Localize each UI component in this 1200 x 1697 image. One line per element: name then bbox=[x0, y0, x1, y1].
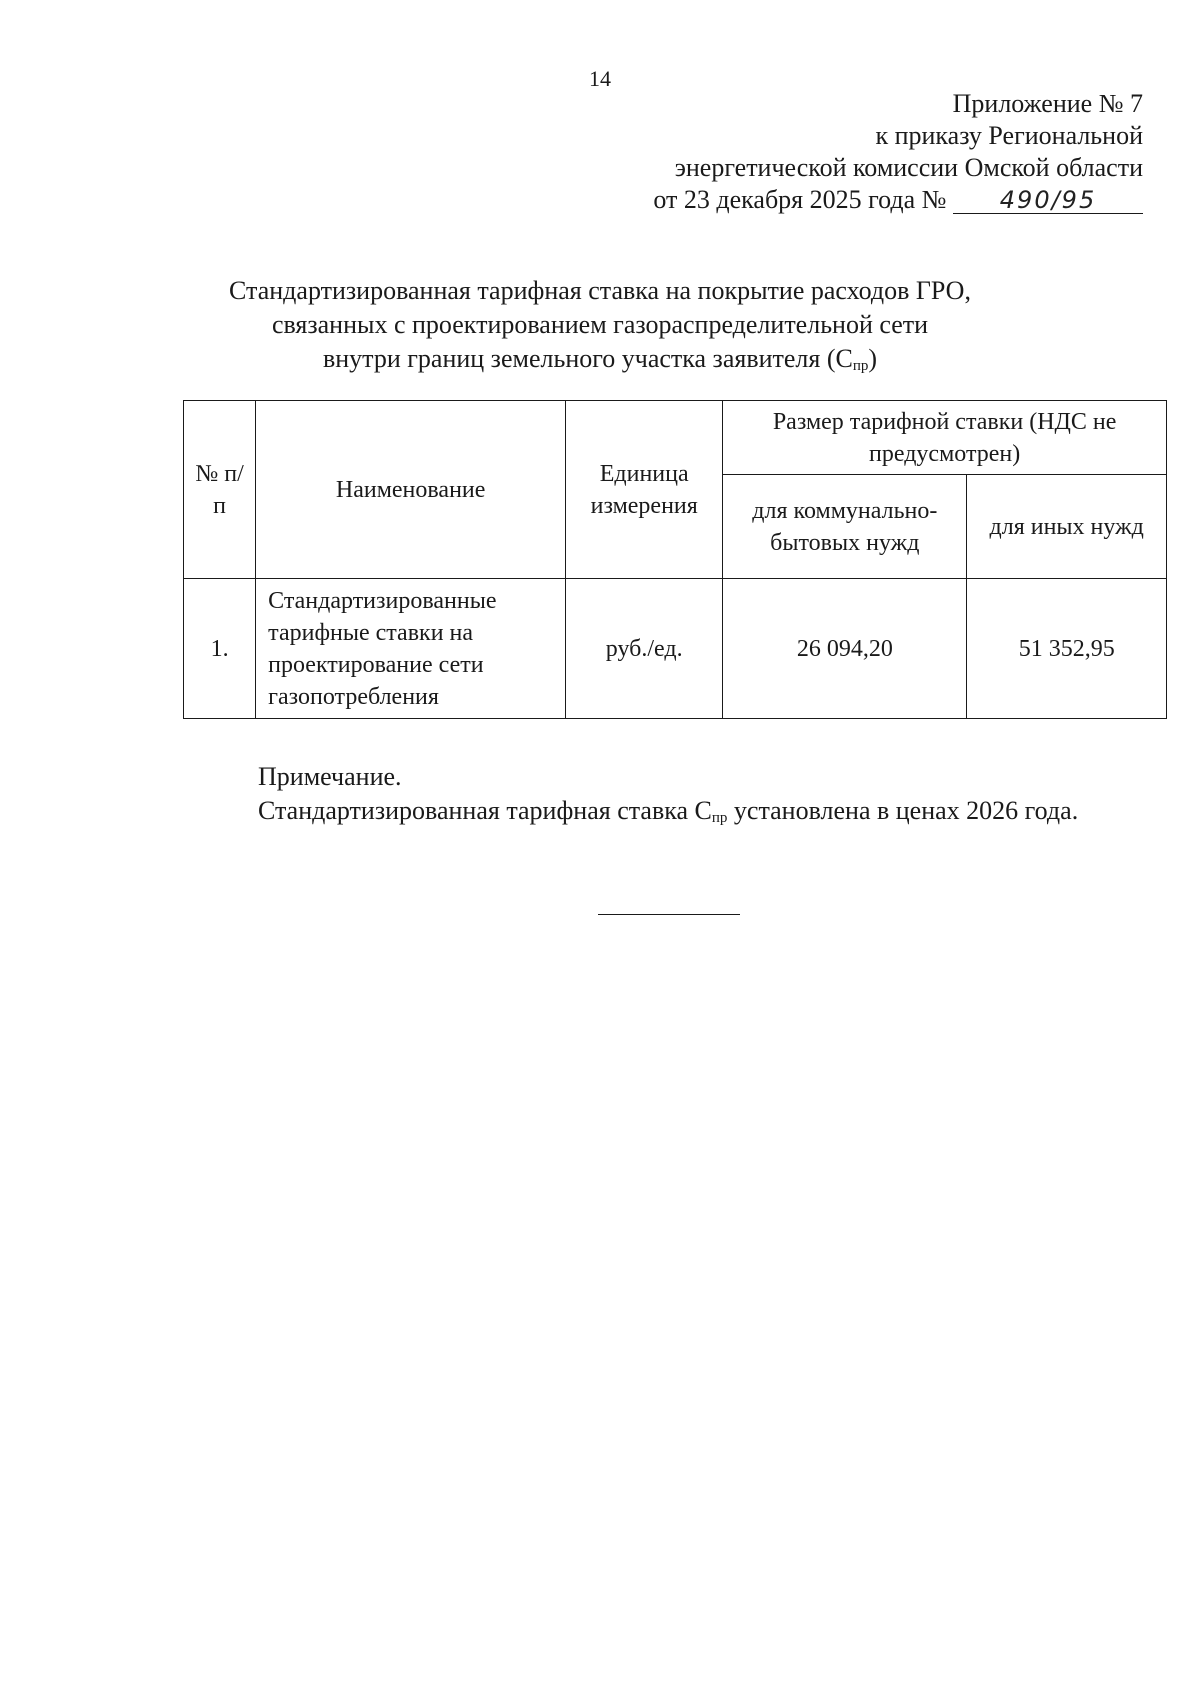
end-divider bbox=[598, 914, 740, 915]
note-section bbox=[186, 760, 1134, 835]
appendix-date-line bbox=[653, 184, 1143, 216]
header-name: Наименование bbox=[256, 401, 566, 579]
title-line-3 bbox=[0, 342, 1200, 383]
note-title: Примечание. bbox=[258, 762, 402, 791]
tariff-table bbox=[183, 400, 1167, 719]
cell-name: Стандартизированные тарифные ставки на проектирование сети газопотребления bbox=[256, 579, 566, 719]
header-rate-group: Размер тарифной ставки (НДС не предусмотрен) bbox=[723, 401, 1167, 475]
cell-communal-rate: 26 094,20 bbox=[723, 579, 967, 719]
appendix-title: Приложение № 7 bbox=[952, 89, 1143, 118]
title-line-3-end: ) bbox=[868, 344, 878, 373]
page-number: 14 bbox=[589, 66, 611, 91]
cell-no: 1. bbox=[184, 579, 256, 719]
appendix-header bbox=[653, 88, 1143, 216]
appendix-order-ref: к приказу Региональной bbox=[875, 121, 1143, 150]
title-line-2: связанных с проектированием газораспределительной сети bbox=[271, 310, 929, 339]
title-line-3-main: внутри границ земельного участка заявителя (С bbox=[322, 344, 853, 373]
note-text-main: Стандартизированная тарифная ставка С bbox=[258, 796, 712, 825]
header-communal: для коммунально-бытовых нужд bbox=[723, 475, 967, 579]
document-title bbox=[0, 274, 1200, 383]
order-number-handwritten: 490/95 bbox=[953, 187, 1143, 214]
title-line-1: Стандартизированная тарифная ставка на покрытие расходов ГРО, bbox=[229, 276, 971, 305]
note-subscript: пр bbox=[711, 810, 728, 826]
header-no: № п/п bbox=[184, 401, 256, 579]
cell-unit: руб./ед. bbox=[566, 579, 723, 719]
title-subscript: пр bbox=[852, 358, 869, 374]
cell-other-rate: 51 352,95 bbox=[967, 579, 1167, 719]
note-text-end: установлена в ценах 2026 года. bbox=[727, 796, 1079, 825]
table-header-row bbox=[184, 401, 1167, 475]
appendix-commission: энергетической комиссии Омской области bbox=[674, 153, 1143, 182]
note-text bbox=[186, 794, 1134, 835]
header-unit: Единица измерения bbox=[566, 401, 723, 579]
appendix-date: от 23 декабря 2025 года № bbox=[653, 185, 947, 214]
table-row bbox=[184, 579, 1167, 719]
header-other: для иных нужд bbox=[967, 475, 1167, 579]
